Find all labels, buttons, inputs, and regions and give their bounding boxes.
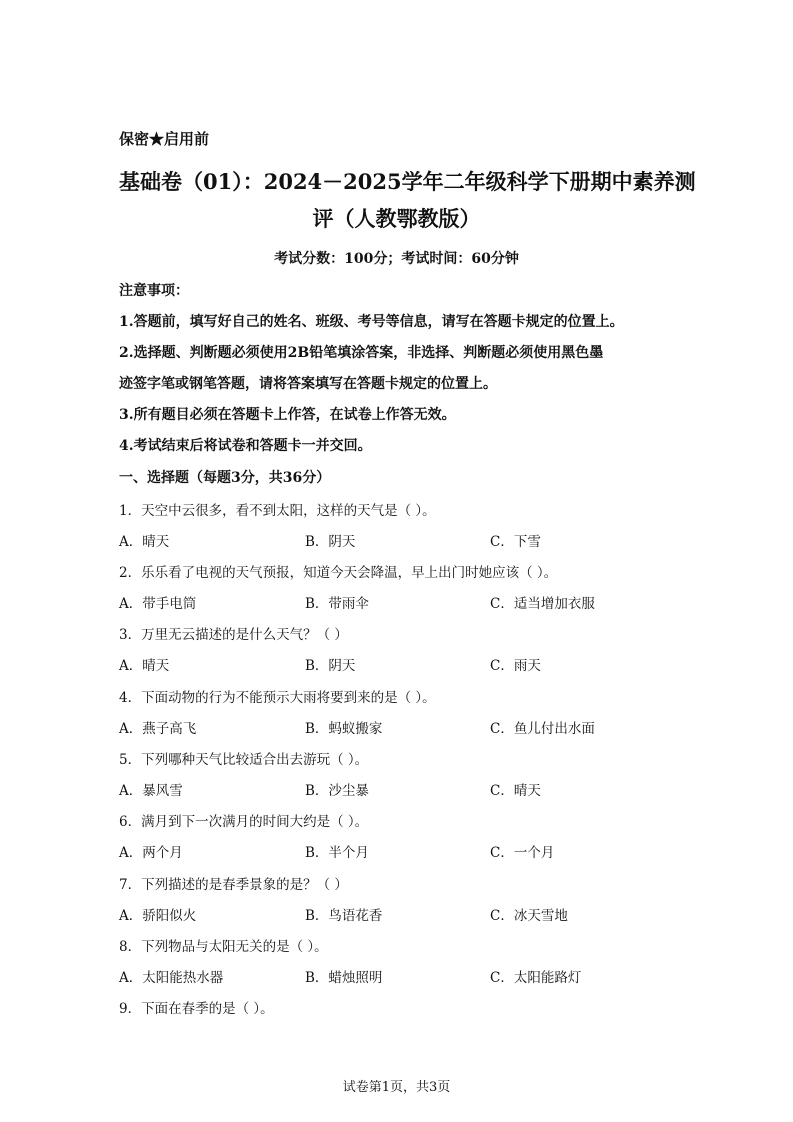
option-b: B．蚂蚁搬家: [305, 721, 383, 737]
note-item: 4.考试结束后将试卷和答题卡一并交回。: [119, 438, 372, 454]
option-a: A．晴天: [119, 658, 170, 674]
note-item: 3.所有题目必须在答题卡上作答，在试卷上作答无效。: [119, 407, 456, 423]
confidential-label: 保密★启用前: [119, 130, 210, 148]
option-c: C．晴天: [490, 783, 541, 799]
option-b: B．带雨伞: [305, 596, 369, 612]
option-c: C．鱼儿付出水面: [490, 721, 595, 737]
option-a: A．晴天: [119, 534, 170, 550]
exam-title-line2: 评（人教鄂教版）: [312, 206, 481, 231]
option-c: C．一个月: [490, 845, 555, 861]
note-item: 2.选择题、判断题必须使用2B铅笔填涂答案，非选择、判断题必须使用黑色墨: [119, 345, 604, 361]
option-c: C．雨天: [490, 658, 541, 674]
question-4: 4．下面动物的行为不能预示大雨将要到来的是（ ）。: [119, 690, 436, 706]
question-9: 9．下面在春季的是（ ）。: [119, 1001, 274, 1017]
option-a: A．暴风雪: [119, 783, 183, 799]
exam-title-line1: 基础卷（01）：2024－2025学年二年级科学下册期中素养测: [119, 169, 696, 194]
option-b: B．阴天: [305, 534, 356, 550]
section-title: 一、选择题（每题3分，共36分）: [119, 470, 331, 486]
option-a: A．两个月: [119, 845, 183, 861]
option-c: C．适当增加衣服: [490, 596, 595, 612]
option-a: A．燕子高飞: [119, 721, 197, 737]
option-b: B．蜡烛照明: [305, 970, 383, 986]
note-item: 迹签字笔或钢笔答题，请将答案填写在答题卡规定的位置上。: [119, 376, 497, 392]
option-a: A．太阳能热水器: [119, 970, 224, 986]
question-6: 6．满月到下一次满月的时间大约是（ ）。: [119, 814, 369, 830]
notes-heading: 注意事项：: [119, 283, 189, 299]
question-8: 8．下列物品与太阳无关的是（ ）。: [119, 939, 328, 955]
note-item: 1.答题前，填写好自己的姓名、班级、考号等信息，请写在答题卡规定的位置上。: [119, 314, 624, 330]
question-5: 5．下列哪种天气比较适合出去游玩（ ）。: [119, 752, 369, 768]
option-a: A．带手电筒: [119, 596, 197, 612]
option-b: B．沙尘暴: [305, 783, 369, 799]
question-1: 1．天空中云很多，看不到太阳，这样的天气是（ ）。: [119, 503, 436, 519]
question-3: 3．万里无云描述的是什么天气？（ ）: [119, 627, 348, 643]
question-2: 2．乐乐看了电视的天气预报，知道今天会降温，早上出门时她应该（ ）。: [119, 565, 558, 581]
option-c: C．下雪: [490, 534, 541, 550]
page-footer: 试卷第1页，共3页: [342, 1080, 451, 1095]
exam-info: 考试分数：100分；考试时间：60分钟: [274, 251, 519, 267]
option-b: B．阴天: [305, 658, 356, 674]
option-b: B．半个月: [305, 845, 369, 861]
option-a: A．骄阳似火: [119, 908, 197, 924]
option-c: C．太阳能路灯: [490, 970, 582, 986]
question-7: 7．下列描述的是春季景象的是？（ ）: [119, 877, 348, 893]
option-b: B．鸟语花香: [305, 908, 383, 924]
option-c: C．冰天雪地: [490, 908, 568, 924]
